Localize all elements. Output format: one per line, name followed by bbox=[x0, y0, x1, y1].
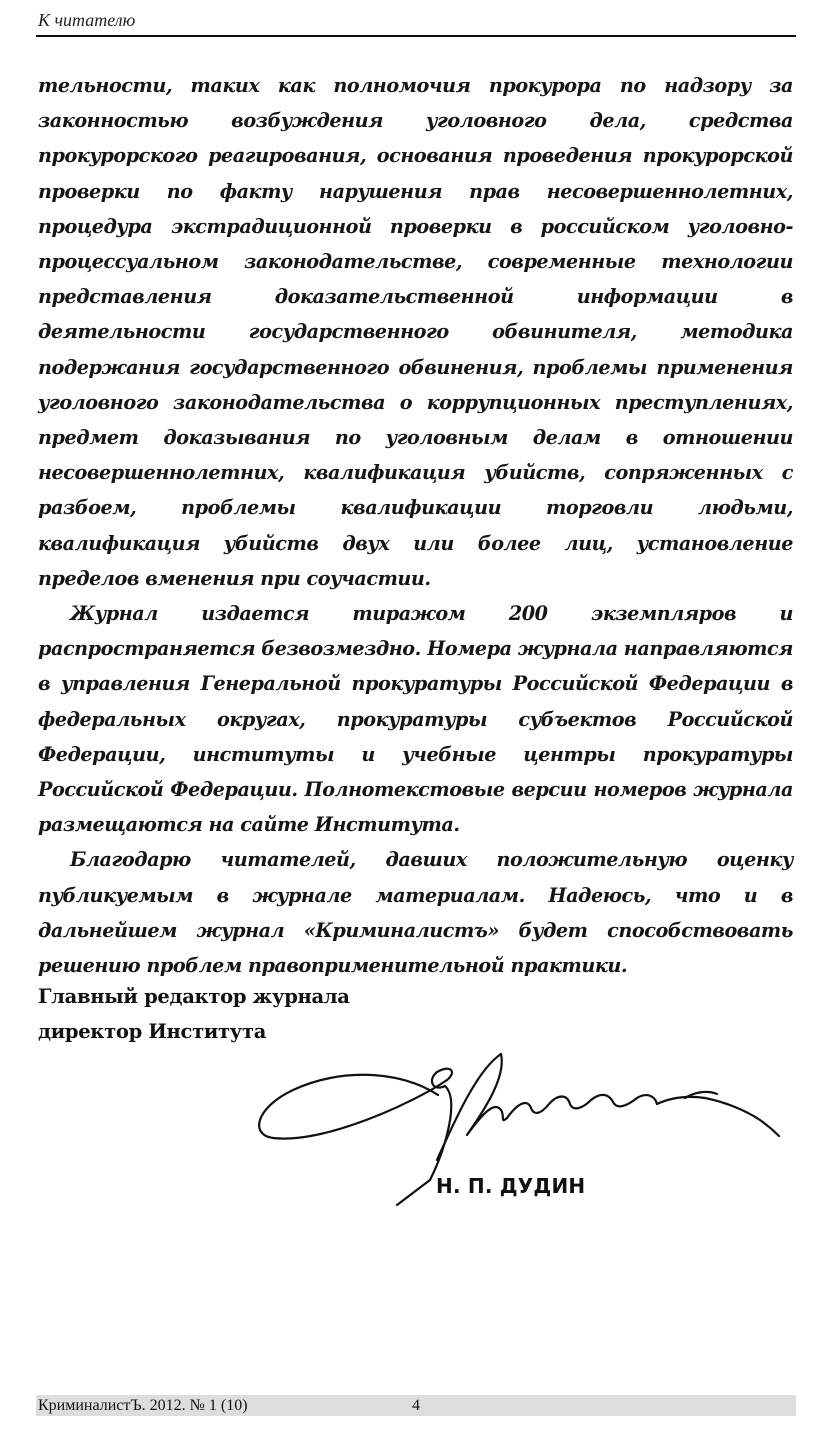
footer-journal-citation: КриминалистЪ. 2012. № 1 (10) bbox=[38, 1397, 248, 1414]
running-head-title: К читателю bbox=[38, 10, 136, 30]
position-line-editor: Главный редактор журнала bbox=[38, 985, 350, 1008]
paragraph-continuation: тельности, таких как полномочия прокурора по надзору за законностью возбуждения уголовного дела, средства прокурорского реагирования, основания проведения прокурорской проверки по факту нарушения прав несовершеннолетних, процедура экстрадиционной проверки в российском уголовно-процессуальном законодательстве, современные технологии представления доказательственной информации в деятельности государственного обвинителя, методика подержания государственного обвинения, проблемы применения уголовного законодательства о коррупционных преступлениях, предмет доказывания по уголовным делам в отношении несовершеннолетних, квалификация убийств, сопряженных с разбоем, проблемы квалификации торговли людьми, квалификация убийств двух или более лиц, установление пределов вменения при соучастии. bbox=[38, 74, 793, 590]
signatory-position bbox=[38, 979, 350, 1049]
position-line-director: директор Института bbox=[38, 1020, 267, 1043]
signer-name: Н. П. ДУДИН bbox=[436, 1174, 586, 1198]
header-rule bbox=[36, 35, 796, 37]
paragraph-circulation: Журнал издается тиражом 200 экземпляров и распространяется безвозмездно. Номера журнала направляются в управления Генеральной прокуратуры Российской Федерации в федеральных округах, прокуратуры субъектов Российской Федерации, институты и учебные центры прокуратуры Российской Федерации. Полнотекстовые версии номеров журнала размещаются на сайте Института. bbox=[38, 602, 794, 837]
page-footer bbox=[36, 1395, 796, 1416]
paragraph-thanks: Благодарю читателей, давших положительную оценку публикуемым в журнале материалам. Надеюсь, что и в дальнейшем журнал «Криминалистъ» будет способствовать решению проблем правоприменительной практики. bbox=[38, 848, 793, 978]
page-number: 4 bbox=[412, 1397, 420, 1414]
article-body bbox=[38, 68, 793, 983]
